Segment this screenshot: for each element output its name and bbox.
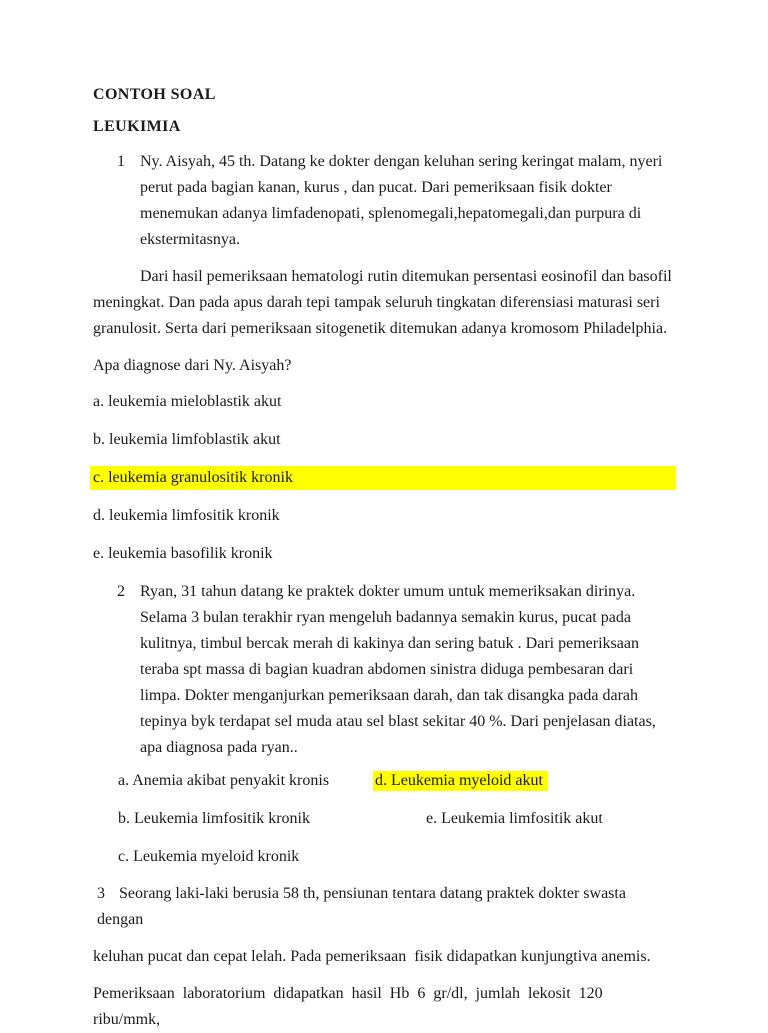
question-2-number: 2 [117,583,125,600]
question-2-text: Ryan, 31 tahun datang ke praktek dokter umum untuk memeriksakan dirinya. Selama 3 bulan terakhir ryan mengeluh badannya semakin kurus, pucat pada kulitnya, timbul bercak merah di kakinya dan sering batuk . Dari pemeriksaan teraba spt massa di bagian kuadran abdomen sinistra diduga pembesaran dari limpa. Dokter menganjurkan pemeriksaan darah, dan tak disangka pada darah tepinya byk terdapat sel muda atau sel blast sekitar 40 %. Dari penjelasan diatas, apa diagnosa pada ryan.. [140,583,656,756]
question-1 [93,149,676,253]
q2-option-a: a. Anemia akibat penyakit kronis [118,772,330,789]
q1-option-e: e. leukemia basofilik kronik [93,545,273,562]
q1-option-d: d. leukemia limfositik kronik [93,507,280,524]
question-1-prompt: Apa diagnose dari Ny. Aisyah? [93,357,292,374]
q2-options-row-3 [93,845,676,869]
q1-option-c-highlighted: c. leukemia granulositik kronik [90,466,676,490]
q2-options-row-1 [93,769,676,793]
question-1-text: Ny. Aisyah, 45 th. Datang ke dokter dengan keluhan sering keringat malam, nyeri perut pada bagian kanan, kurus , dan pucat. Dari pemeriksaan fisik dokter menemukan adanya limfadenopati, splenomegali,hepatomegali,dan purpura di ekstermitasnya. [140,153,663,248]
q1-option-a: a. leukemia mieloblastik akut [93,393,282,410]
question-3-line-2: keluhan pucat dan cepat lelah. Pada pemeriksaan fisik didapatkan kunjungtiva anemis. [93,948,651,965]
question-3-line-3: Pemeriksaan laboratorium didapatkan hasil Hb 6 gr/dl, jumlah lekosit 120 ribu/mmk, [93,985,611,1028]
question-1-paragraph: Dari hasil pemeriksaan hematologi rutin ditemukan persentasi eosinofil dan basofil meningkat. Dan pada apus darah tepi tampak seluruh tingkatan diferensiasi maturasi seri granulosit. Serta dari pemeriksaan sitogenetik ditemukan adanya kromosom Philadelphia. [93,268,672,337]
question-1-number: 1 [117,153,125,170]
question-2 [93,579,676,761]
question-3-line-1: Seorang laki-laki berusia 58 th, pensiunan tentara datang praktek dokter swasta dengan [97,885,626,928]
question-3-number: 3 [97,885,105,902]
q2-option-e: e. Leukemia limfositik akut [426,810,603,827]
q1-option-b: b. leukemia limfoblastik akut [93,431,281,448]
page-title: CONTOH SOAL [93,86,216,103]
q2-option-b: b. Leukemia limfositik kronik [118,810,310,827]
q2-options-row-2 [93,807,676,831]
section-heading: LEUKIMIA [93,118,181,135]
q2-option-d-highlighted: d. Leukemia myeloid akut [373,771,548,791]
q2-option-c: c. Leukemia myeloid kronik [118,848,300,865]
question-3 [93,881,676,933]
